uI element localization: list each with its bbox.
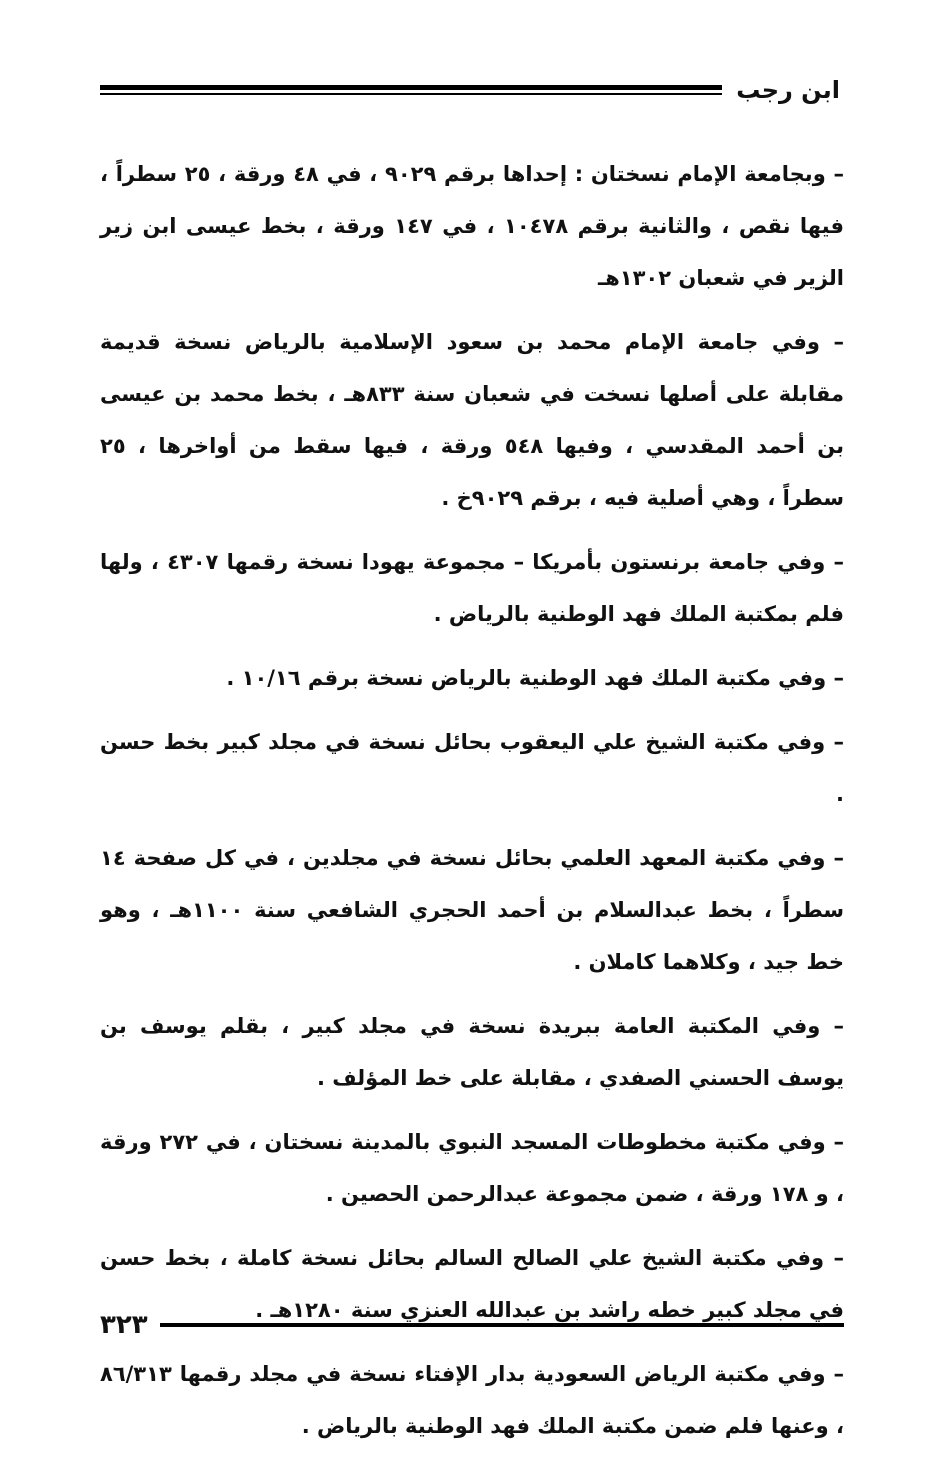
footer-rule xyxy=(160,1323,844,1327)
page-number: ٣٢٣ xyxy=(100,1310,148,1340)
header-rule xyxy=(100,85,722,95)
running-header-title: ابن رجب xyxy=(736,76,840,104)
running-header xyxy=(100,70,840,110)
page-body xyxy=(100,148,844,1464)
paragraph-prophets-mosque: – وفي مكتبة مخطوطات المسجد النبوي بالمدينة نسختان ، في ٢٧٢ ورقة ، و ١٧٨ ورقة ، ضمن مجموعة عبدالرحمن الحصين . xyxy=(100,1130,844,1206)
paragraph-alyaqoub-library: – وفي مكتبة الشيخ علي اليعقوب بحائل نسخة في مجلد كبير بخط حسن . xyxy=(100,730,844,806)
paragraph-imam-university-old-copy: – وفي جامعة الإمام محمد بن سعود الإسلامية بالرياض نسخة قديمة مقابلة على أصلها نسخت في شعبان سنة ٨٣٣هـ ، بخط محمد بن عيسى بن أحمد المقدسي ، وفيها ٥٤٨ ورقة ، فيها سقط من أواخرها ، ٢٥ سطراً ، وهي أصلية فيه ، برقم ٩٠٢٩خ . xyxy=(100,330,844,510)
paragraph-imam-university-two-copies: – وبجامعة الإمام نسختان : إحداها برقم ٩٠٢٩ ، في ٤٨ ورقة ، ٢٥ سطراً ، فيها نقص ، والثانية برقم ١٠٤٧٨ ، في ١٤٧ ورقة ، بخط عيسى ابن زير الزير في شعبان ١٣٠٢هـ xyxy=(100,162,844,290)
paragraph-alsalim-library: – وفي مكتبة الشيخ علي الصالح السالم بحائل نسخة كاملة ، بخط حسن في مجلد كبير خطه راشد بن عبدالله العنزي سنة ١٢٨٠هـ . xyxy=(100,1246,844,1322)
paragraph-princeton: – وفي جامعة برنستون بأمريكا – مجموعة يهودا نسخة رقمها ٤٣٠٧ ، ولها فلم بمكتبة الملك فهد الوطنية بالرياض . xyxy=(100,550,844,626)
paragraph-buraydah-library: – وفي المكتبة العامة ببريدة نسخة في مجلد كبير ، بقلم يوسف بن يوسف الحسني الصفدي ، مقابلة على خط المؤلف . xyxy=(100,1014,844,1090)
page-footer xyxy=(100,1305,844,1345)
paragraph-dar-alifta: – وفي مكتبة الرياض السعودية بدار الإفتاء نسخة في مجلد رقمها ٨٦/٣١٣ ، وعنها فلم ضمن مكتبة الملك فهد الوطنية بالرياض . xyxy=(100,1362,844,1438)
paragraph-king-fahd-library: – وفي مكتبة الملك فهد الوطنية بالرياض نسخة برقم ١٠/١٦ . xyxy=(226,666,844,690)
paragraph-scientific-institute: – وفي مكتبة المعهد العلمي بحائل نسخة في مجلدين ، في كل صفحة ١٤ سطراً ، بخط عبدالسلام بن أحمد الحجري الشافعي سنة ١١٠٠هـ ، وهو خط جيد ، وكلاهما كاملان . xyxy=(100,846,845,974)
